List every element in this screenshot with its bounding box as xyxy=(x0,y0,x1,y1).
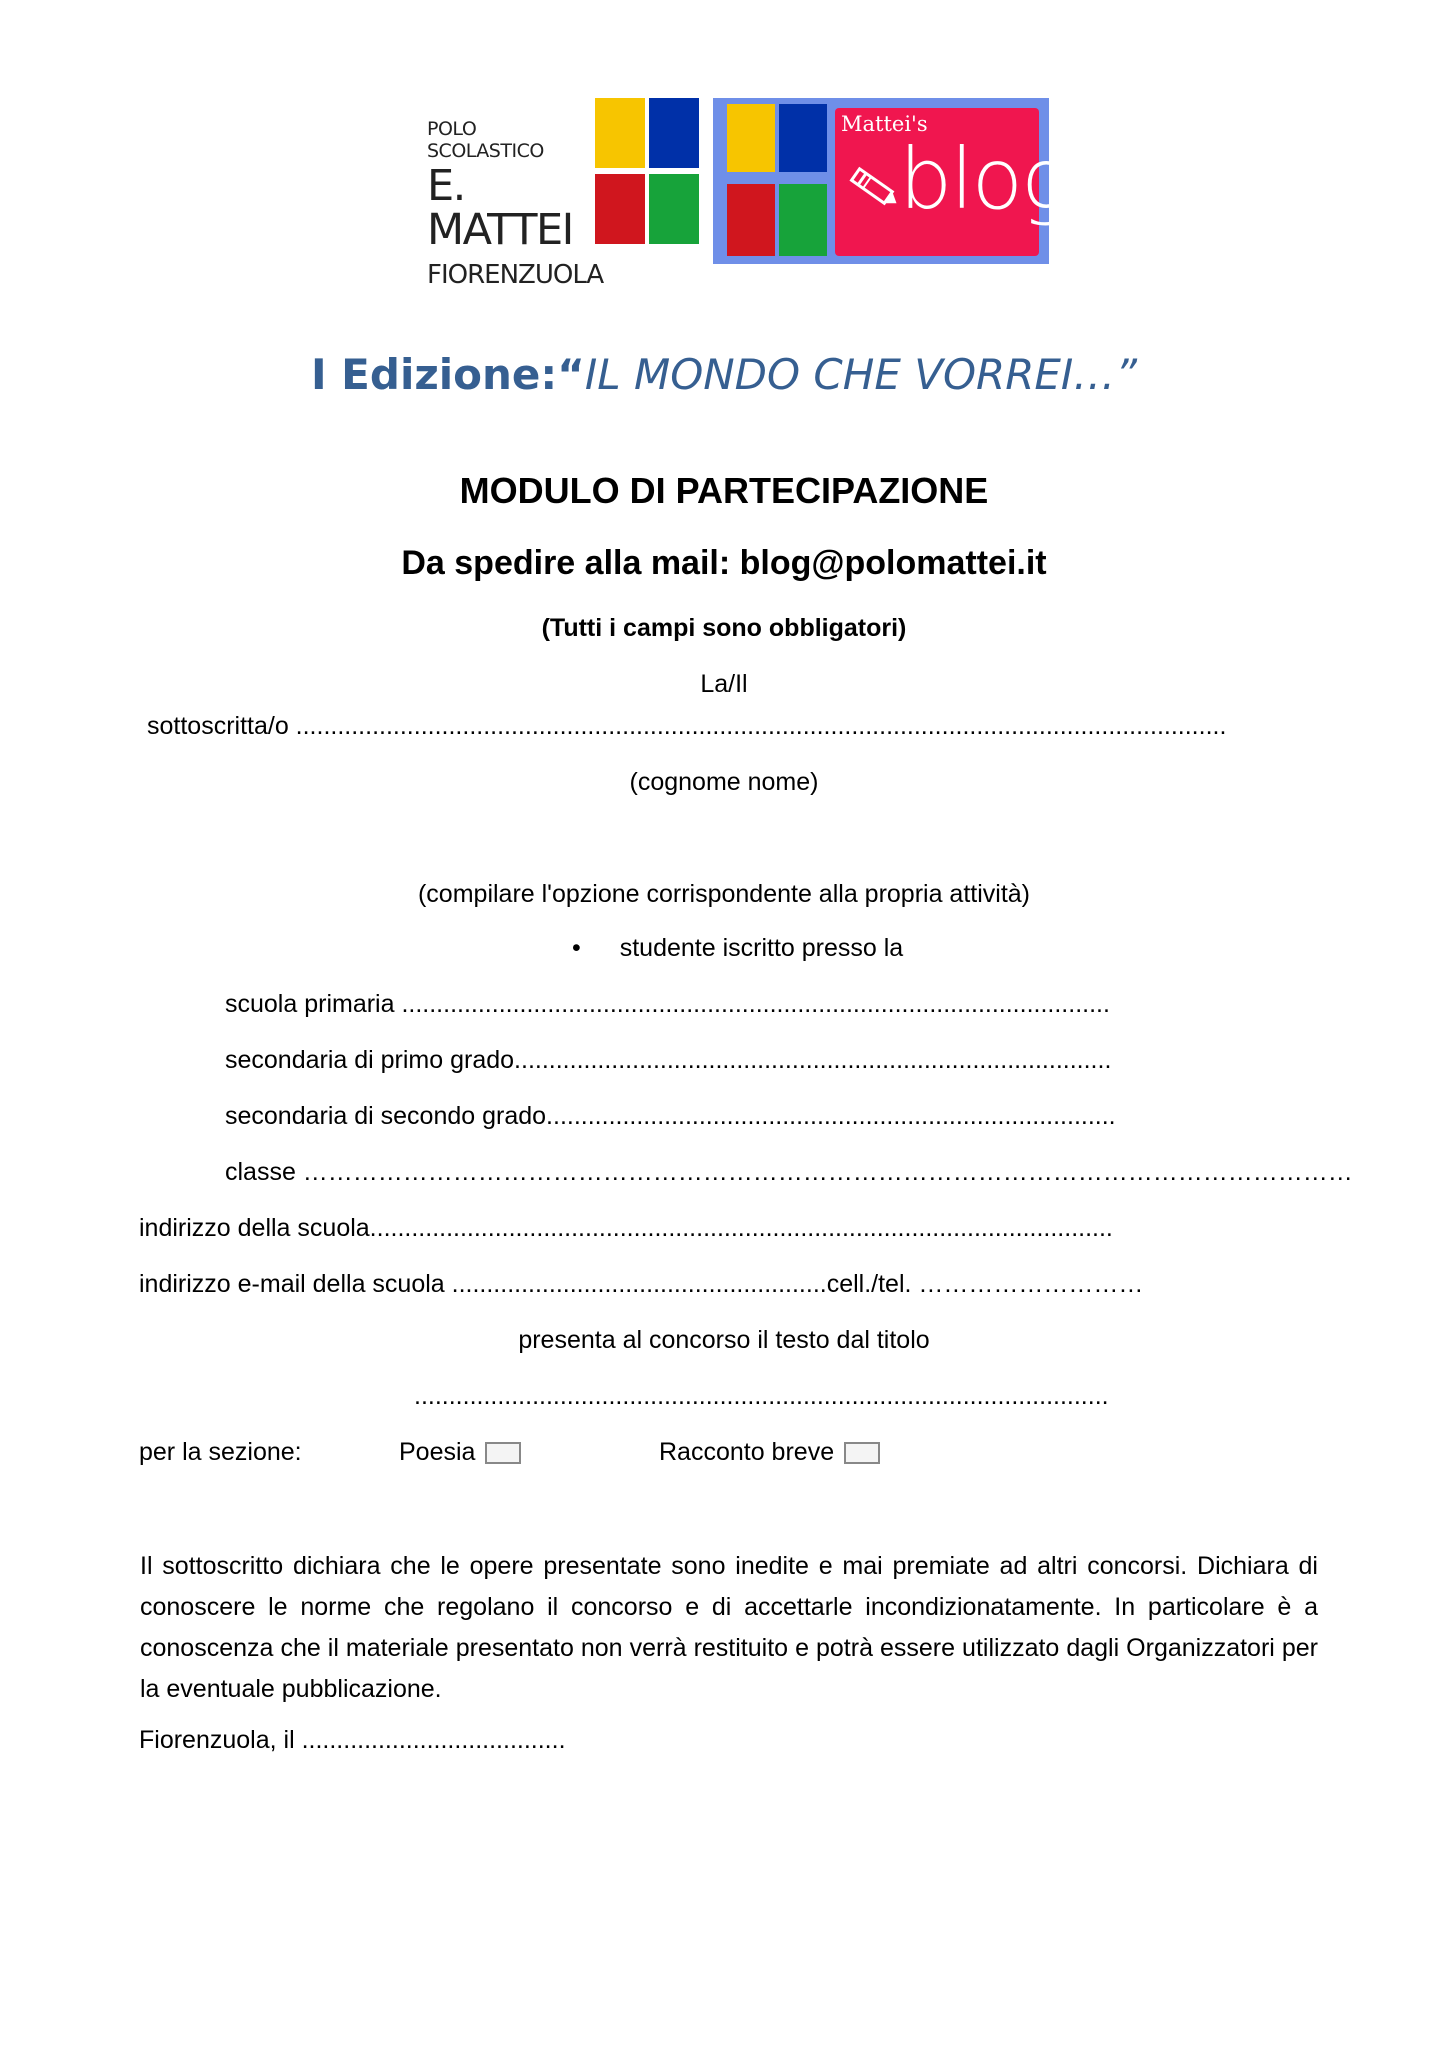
poetry-label: Poesia xyxy=(399,1438,476,1466)
name-hint: (cognome nome) xyxy=(629,768,819,796)
blog-logo xyxy=(713,98,1070,264)
edition-prefix: I Edizione:“ xyxy=(310,350,585,399)
short-story-checkbox[interactable] xyxy=(844,1442,880,1464)
undersigned-field[interactable]: sottoscritta/o ...................................................................................................................................... xyxy=(147,712,1227,740)
secondary-first-field[interactable]: secondaria di primo grado...................................................................................... xyxy=(225,1046,1112,1074)
pencil-icon xyxy=(843,160,903,216)
declaration-paragraph: Il sottoscritto dichiara che le opere presentate sono inedite e mai premiate ad altri concorsi. Dichiara di conoscere le norme che regolano il concorso e di accettarle incondizionatamente. In particolare è a conoscenza che il materiale presentato non verrà restituito e potrà essere utilizzato dagli Organizzatori per la eventuale pubblicazione. xyxy=(140,1552,1318,1703)
place-date-field[interactable]: Fiorenzuola, il ...................................... xyxy=(139,1726,566,1754)
edition-title xyxy=(0,350,1448,399)
blog-badge-top-text: Mattei's xyxy=(841,112,928,136)
la-il-label: La/Il xyxy=(700,670,748,698)
blog-square-red xyxy=(727,184,775,256)
short-story-option xyxy=(659,1438,880,1467)
option-hint: (compilare l'opzione corrispondente alla propria attività) xyxy=(417,880,1031,908)
title-field[interactable]: .................................................................................................... xyxy=(414,1382,1109,1410)
required-note: (Tutti i campi sono obbligatori) xyxy=(541,614,907,642)
primary-school-field[interactable]: scuola primaria ...................................................................................................... xyxy=(225,990,1110,1018)
school-address-field[interactable]: indirizzo della scuola........................................................................................................... xyxy=(139,1214,1113,1242)
secondary-second-field[interactable]: secondaria di secondo grado.................................................................................. xyxy=(225,1102,1116,1130)
school-email-phone-field[interactable]: indirizzo e-mail della scuola ......................................................cell./tel. ……………………… xyxy=(139,1270,1144,1298)
blog-square-yellow xyxy=(727,104,775,172)
section-label: per la sezione: xyxy=(139,1438,302,1466)
logo-line-1: POLO SCOLASTICO xyxy=(427,118,544,162)
poetry-option xyxy=(399,1438,521,1467)
class-field[interactable]: classe ……………………………………………………………………………………………………………… xyxy=(225,1158,1353,1186)
presents-label: presenta al concorso il testo dal titolo xyxy=(518,1326,930,1354)
school-logo xyxy=(427,98,703,290)
blog-badge xyxy=(835,108,1070,256)
poetry-checkbox[interactable] xyxy=(485,1442,521,1464)
blog-square-green xyxy=(779,184,827,256)
send-to-email: Da spedire alla mail: blog@polomattei.it xyxy=(401,544,1047,582)
logo-square-red xyxy=(595,174,645,244)
student-enrolled-label: studente iscritto presso la xyxy=(619,934,904,962)
logo-square-blue xyxy=(649,98,699,168)
short-story-label: Racconto breve xyxy=(659,1438,835,1466)
logo-square-green xyxy=(649,174,699,244)
student-option xyxy=(572,934,903,963)
logo-square-yellow xyxy=(595,98,645,168)
form-title: MODULO DI PARTECIPAZIONE xyxy=(459,470,989,511)
logo-line-3: FIORENZUOLA xyxy=(427,260,604,290)
bullet: • xyxy=(572,934,581,962)
section-row xyxy=(139,1438,835,1467)
blog-square-blue xyxy=(779,104,827,172)
blog-badge-word: blog xyxy=(899,130,1070,228)
logo-line-2: E. MATTEI xyxy=(427,161,573,255)
edition-name: IL MONDO CHE VORREI…” xyxy=(584,350,1138,399)
